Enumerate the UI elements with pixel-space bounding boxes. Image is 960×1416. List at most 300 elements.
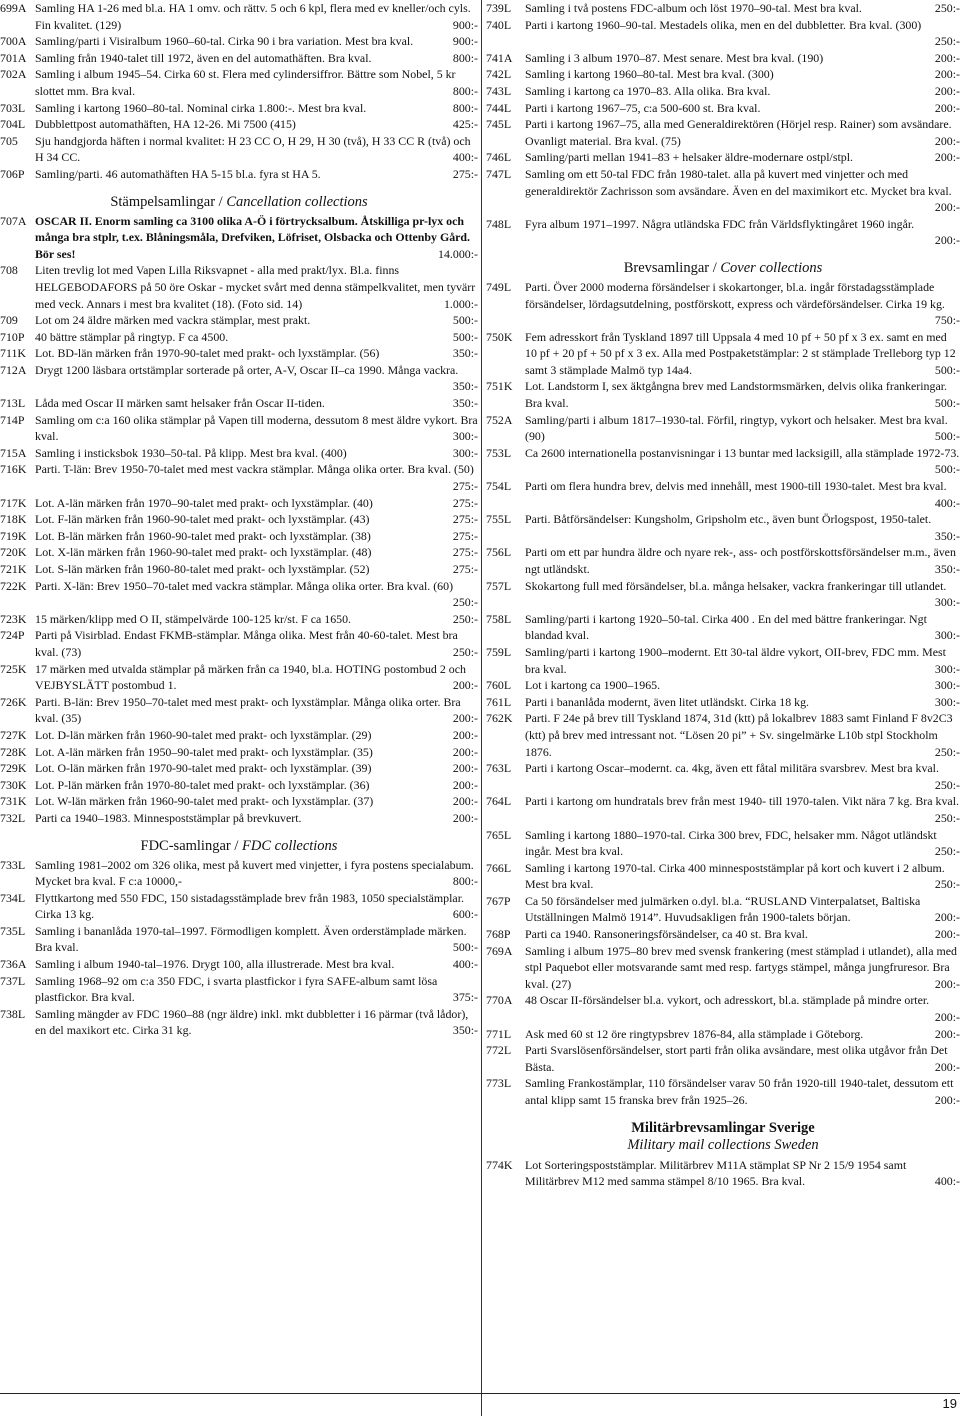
- lot-price: 200:-: [931, 1059, 960, 1076]
- lot-number: 722K: [0, 578, 27, 593]
- lot-entry[interactable]: [0, 890, 478, 923]
- lot-entry[interactable]: [486, 677, 960, 694]
- lot-number: 748L: [486, 216, 512, 231]
- lot-price: 200:-: [931, 100, 960, 117]
- lot-description: Lot. O-län märken från 1970-90-talet med prakt- och lyxstämplar. (39): [35, 761, 372, 776]
- lot-description: Samling i album 1940-tal–1976. Drygt 100, alla illustrerade. Mest bra kval.: [35, 957, 395, 972]
- lot-entry[interactable]: [0, 116, 478, 133]
- lot-price: 400:-: [931, 1173, 960, 1190]
- lot-body: [35, 810, 478, 827]
- lot-body: [35, 744, 478, 761]
- lot-description: Samling i kartong 1960–80-tal. Nominal cirka 1.800:-. Mest bra kval.: [35, 100, 367, 115]
- lot-entry[interactable]: [486, 216, 960, 249]
- lot-entry[interactable]: [0, 66, 478, 99]
- lot-price: 250:-: [931, 777, 960, 794]
- lot-price: 200:-: [931, 50, 960, 67]
- lot-number: 743L: [486, 83, 512, 98]
- lot-description: 48 Oscar II-försändelser bl.a. vykort, och adresskort, bl.a. stämplade på mindre orter.: [525, 993, 930, 1008]
- lot-entry[interactable]: [486, 166, 960, 216]
- lot-number: 729K: [0, 761, 27, 776]
- lot-body: [525, 926, 960, 943]
- lot-entry[interactable]: [486, 710, 960, 760]
- lot-body: [35, 66, 478, 99]
- lot-body: [35, 544, 478, 561]
- lot-price: 350:-: [449, 378, 478, 395]
- lot-entry[interactable]: [0, 0, 478, 33]
- lot-price: 300:-: [449, 428, 478, 445]
- lot-entry[interactable]: [0, 810, 478, 827]
- lot-price: 200:-: [931, 1092, 960, 1109]
- lot-body: [35, 561, 478, 578]
- lot-body: [525, 166, 960, 216]
- lot-price: 275:-: [449, 478, 478, 495]
- lot-price: 250:-: [931, 0, 960, 17]
- lot-body: [35, 973, 478, 1006]
- lot-entry[interactable]: [486, 611, 960, 644]
- lot-entry[interactable]: [0, 345, 478, 362]
- section-heading: [0, 838, 478, 855]
- lot-entry[interactable]: [0, 777, 478, 794]
- lot-body: [525, 478, 960, 511]
- lot-price: 500:-: [449, 939, 478, 956]
- lot-entry[interactable]: [0, 793, 478, 810]
- lot-number: 773L: [486, 1076, 512, 1091]
- lot-price: 14.000:-: [434, 246, 478, 263]
- lot-price: 375:-: [449, 989, 478, 1006]
- lot-body: [525, 710, 960, 760]
- lot-description: Ask med 60 st 12 öre ringtypsbrev 1876-84, alla stämplade i Göteborg.: [525, 1026, 864, 1041]
- lot-number: 714P: [0, 412, 25, 427]
- lot-entry[interactable]: [0, 412, 478, 445]
- page-number: 19: [942, 1396, 957, 1412]
- lot-number: 708: [0, 263, 18, 278]
- lot-description: Samling 1968–92 om c:a 350 FDC, i svarta plastfickor i fyra SAFE-album samt lösa plastfickor. Bra kval.: [35, 973, 438, 1005]
- lot-entry[interactable]: [486, 100, 960, 117]
- section-title: Brevsamlingar: [623, 259, 710, 276]
- lot-description: Skokartong full med försändelser, bl.a. många helsaker, vackra frankeringar till utlandet.: [525, 578, 947, 593]
- lot-entry[interactable]: [0, 544, 478, 561]
- lot-price: 500:-: [931, 428, 960, 445]
- lot-body: [525, 511, 960, 544]
- lot-description: Lot. B-län märken från 1960-90-talet med prakt- och lyxstämplar. (38): [35, 528, 371, 543]
- lot-entry[interactable]: [486, 83, 960, 100]
- lot-entry[interactable]: [0, 312, 478, 329]
- lot-price: 275:-: [449, 166, 478, 183]
- lot-entry[interactable]: [0, 627, 478, 660]
- lot-description: Parti ca 1940–1983. Minnespoststämplar på brevkuvert.: [35, 810, 302, 825]
- lot-entry[interactable]: [0, 611, 478, 628]
- lot-body: [35, 50, 478, 67]
- lot-price: 350:-: [449, 1022, 478, 1039]
- lot-body: [35, 345, 478, 362]
- lot-entry[interactable]: [0, 166, 478, 183]
- lot-body: [35, 395, 478, 412]
- lot-entry[interactable]: [486, 943, 960, 993]
- lot-body: [525, 677, 960, 694]
- lot-description: Lot. BD-län märken från 1970-90-talet med prakt- och lyxstämplar. (56): [35, 346, 380, 361]
- lot-entry[interactable]: [0, 760, 478, 777]
- lot-body: [35, 857, 478, 890]
- lot-number: 765L: [486, 827, 512, 842]
- lot-description: Lot. D-län märken från 1960-90-talet med prakt- och lyxstämplar. (29): [35, 727, 372, 742]
- lot-entry[interactable]: [0, 100, 478, 117]
- lot-number: 699A: [0, 1, 27, 15]
- lot-description: Ca 50 försändelser med julmärken o.dyl. bl.a. “RUSLAND Vinterpalatset, Baltiska Utställningen Malmö 1914”. Huvudsakligen från 1900-talets början.: [525, 893, 921, 925]
- lot-body: [525, 50, 960, 67]
- lot-body: [35, 528, 478, 545]
- lot-body: [525, 793, 960, 826]
- lot-description: Samling i album 1945–54. Cirka 60 st. Flera med cylindersiffror. Bättre som Nobel, 5 kr slottet mm. Bra kval.: [35, 67, 456, 98]
- lot-entry[interactable]: [0, 213, 478, 263]
- lot-entry[interactable]: [0, 329, 478, 346]
- lot-body: [525, 1042, 960, 1075]
- lot-number: 742L: [486, 67, 512, 82]
- lot-body: [35, 777, 478, 794]
- lot-price: 500:-: [931, 461, 960, 478]
- lot-price: 300:-: [449, 445, 478, 462]
- lot-description: Parti i bananlåda modernt, även litet utländskt. Cirka 18 kg.: [525, 694, 809, 709]
- lot-entry[interactable]: [486, 478, 960, 511]
- lot-price: 350:-: [931, 561, 960, 578]
- lot-number: 744L: [486, 100, 512, 115]
- lot-description: Parti i kartong 1960–90-tal. Mestadels olika, men en del dubbletter. Bra kval. (300): [525, 17, 922, 32]
- lot-number: 726K: [0, 694, 27, 709]
- lot-description: Fyra album 1971–1997. Några utländska FDC från Världsflyktingåret 1960 ingår.: [525, 216, 915, 231]
- lot-number: 753L: [486, 445, 512, 460]
- lot-description: Samling/parti mellan 1941–83 + helsaker äldre-modernare ostpl/stpl.: [525, 150, 854, 165]
- lot-price: 200:-: [931, 66, 960, 83]
- lot-entry[interactable]: [0, 694, 478, 727]
- lot-number: 740L: [486, 17, 512, 32]
- lot-entry[interactable]: [0, 133, 478, 166]
- lot-price: 200:-: [931, 976, 960, 993]
- lot-number: 717K: [0, 495, 27, 510]
- lot-entry[interactable]: [486, 1157, 960, 1190]
- lot-number: 725K: [0, 661, 27, 676]
- lot-body: [525, 860, 960, 893]
- lot-body: [35, 956, 478, 973]
- lot-entry[interactable]: [486, 66, 960, 83]
- lot-price: 200:-: [931, 83, 960, 100]
- lot-description: Parti om ett par hundra äldre och nyare rek-, ass- och postförskottsförsändelser m.m., även ngt utländskt.: [525, 545, 956, 576]
- lot-entry[interactable]: [0, 857, 478, 890]
- lot-number: 745L: [486, 117, 512, 132]
- lot-entry[interactable]: [0, 744, 478, 761]
- lot-entry[interactable]: [486, 17, 960, 50]
- lot-body: [35, 116, 478, 133]
- lot-description: Flyttkartong med 550 FDC, 150 sistadagsstämplade brev från 1983, 1050 specialstämplar. Cirka 13 kg.: [35, 890, 464, 922]
- lot-number: 704L: [0, 117, 26, 132]
- lot-entry[interactable]: [486, 893, 960, 926]
- lot-entry[interactable]: [486, 50, 960, 67]
- lot-description: Lot om 24 äldre märken med vackra stämplar, mest prakt.: [35, 313, 311, 328]
- section-separator: /: [215, 193, 227, 210]
- lot-description: Parti Svarslösenförsändelser, stort parti från olika avsändare, mest olika utgåvor från Det Bästa.: [525, 1043, 948, 1074]
- lot-description: Samling 1981–2002 om 326 olika, mest på kuvert med vinjetter, i fyra postens specialabum. Mycket bra kval. F c:a 10000,-: [35, 857, 474, 889]
- lot-description: Ca 2600 internationella postanvisningar i 13 buntar med lacksigill, alla stämplade 1972-73.: [525, 445, 960, 460]
- lot-description: Parti i kartong 1967–75, c:a 500-600 st. Bra kval.: [525, 100, 761, 115]
- lot-entry[interactable]: [0, 528, 478, 545]
- lot-price: 425:-: [449, 116, 478, 133]
- lot-description: Parti. X-län: Brev 1950–70-talet med vackra stämplar. Många olika orter. Bra kval. (60): [35, 578, 454, 593]
- lot-entry[interactable]: [486, 694, 960, 711]
- lot-number: 703L: [0, 100, 26, 115]
- lot-number: 713L: [0, 396, 26, 411]
- lot-description: Lot. A-län märken från 1950–90-talet med prakt- och lyxstämplar. (35): [35, 744, 373, 759]
- lot-price: 300:-: [931, 661, 960, 678]
- lot-body: [35, 890, 478, 923]
- lot-price: 275:-: [449, 528, 478, 545]
- lot-body: [35, 727, 478, 744]
- lot-entry[interactable]: [486, 511, 960, 544]
- section-title: Stämpelsamlingar: [110, 193, 216, 210]
- lot-body: [35, 412, 478, 445]
- lot-description: Samling i två postens FDC-album och löst 1970–90-tal. Mest bra kval.: [525, 1, 862, 15]
- lot-number: 736A: [0, 957, 27, 972]
- lot-description: Samling/parti i album 1817–1930-tal. Förfil, ringtyp, vykort och helsaker. Mest bra kval. (90): [525, 412, 948, 444]
- lot-number: 756L: [486, 545, 512, 560]
- lot-price: 200:-: [931, 909, 960, 926]
- lot-description: Samling i bananlåda 1970-tal–1997. Förmodligen komplett. Även orderstämplade märken. Bra kval.: [35, 923, 467, 955]
- lot-price: 800:-: [449, 50, 478, 67]
- lot-number: 731K: [0, 794, 27, 809]
- lot-entry[interactable]: [0, 461, 478, 494]
- lot-description: Lot. A-län märken från 1970–90-talet med prakt- och lyxstämplar. (40): [35, 495, 373, 510]
- lot-description: Samling mängder av FDC 1960–88 (ngr äldre) inkl. mkt dubbletter i 16 pärmar (två lådor), en del maxikort etc. Cirka 31 kg.: [35, 1006, 469, 1038]
- lot-body: [525, 412, 960, 445]
- lot-body: [525, 1026, 960, 1043]
- lot-entry[interactable]: [0, 511, 478, 528]
- lot-number: 709: [0, 313, 18, 328]
- lot-price: 200:-: [449, 727, 478, 744]
- lot-entry[interactable]: [0, 956, 478, 973]
- lot-number: 760L: [486, 678, 512, 693]
- lot-entry[interactable]: [0, 33, 478, 50]
- lot-description: Lot Sorteringspoststämplar. Militärbrev M11A stämplat SP Nr 2 15/9 1954 samt Militärbrev M12 med samma stämpel 8/10 1965. Bra kval.: [525, 1157, 907, 1189]
- lot-entry[interactable]: [486, 329, 960, 379]
- lot-entry[interactable]: [0, 727, 478, 744]
- lot-number: 749L: [486, 279, 512, 294]
- lot-entry[interactable]: [486, 793, 960, 826]
- lot-description: Samling i album 1975–80 brev med svensk frankering (mest stämplad i utlandet), alla med stpl Paquebot eller motsvarande samt med resp. fartygs stämpel, många jungfruresor. Bra kval. (27): [525, 943, 957, 991]
- lot-entry[interactable]: [0, 50, 478, 67]
- lot-entry[interactable]: [486, 116, 960, 149]
- lot-description: Parti om flera hundra brev, delvis med innehåll, mest 1900-till 1930-talet. Mest bra kval.: [525, 479, 947, 494]
- lot-body: [525, 445, 960, 478]
- lot-price: 500:-: [931, 362, 960, 379]
- lot-body: [35, 661, 478, 694]
- lot-price: 275:-: [449, 495, 478, 512]
- lot-entry[interactable]: [0, 445, 478, 462]
- lot-body: [35, 329, 478, 346]
- lot-number: 719K: [0, 528, 27, 543]
- lot-price: 300:-: [931, 694, 960, 711]
- lot-number: 728K: [0, 744, 27, 759]
- lot-description: 17 märken med utvalda stämplar på märken från ca 1940, bl.a. HOTING postombud 2 och VEJBYSLÄTT postombud 1.: [35, 661, 466, 693]
- lot-body: [525, 544, 960, 577]
- section-title: FDC-samlingar: [140, 837, 231, 854]
- lot-price: 200:-: [449, 777, 478, 794]
- lot-number: 766L: [486, 860, 512, 875]
- lot-body: [35, 694, 478, 727]
- lot-price: 250:-: [449, 611, 478, 628]
- lot-entry[interactable]: [486, 760, 960, 793]
- section-subtitle: Military mail collections Sweden: [627, 1136, 819, 1153]
- lot-body: [525, 378, 960, 411]
- lot-description: Låda med Oscar II märken samt helsaker från Oscar II-tiden.: [35, 396, 325, 411]
- lot-price: 500:-: [449, 312, 478, 329]
- lot-description: OSCAR II. Enorm samling ca 3100 olika A-Ö i förtrycksalbum. Åtskilliga pr-lyx och många bra stplr, t.ex. Blåningsmåla, Drefviken, Löfriset, Olsbacka och Ottenby Gård. Bör ses!: [35, 213, 471, 261]
- lot-description: Fem adresskort från Tyskland 1897 till Uppsala 4 med 10 pf + 50 pf x 3 ex. samt en med 10 pf + 20 pf + 50 pf x 3 ex. Alla med Postpaketstämplar: 2 st stämplade Trelleborg typ 12 samt 3 stämplade Malmö typ 14a4.: [525, 329, 956, 377]
- lot-body: [35, 793, 478, 810]
- lot-entry[interactable]: [486, 578, 960, 611]
- lot-price: 900:-: [449, 17, 478, 34]
- column-divider: [481, 0, 482, 1416]
- lot-entry[interactable]: [486, 378, 960, 411]
- lot-number: 747L: [486, 166, 512, 181]
- lot-entry[interactable]: [0, 495, 478, 512]
- lot-number: 750K: [486, 329, 513, 344]
- lot-number: 716K: [0, 462, 27, 477]
- lot-number: 774K: [486, 1157, 513, 1172]
- lot-entry[interactable]: [0, 395, 478, 412]
- lot-description: 15 märken/klipp med O II, stämpelvärde 100-125 kr/st. F ca 1650.: [35, 611, 352, 626]
- lot-body: [525, 216, 960, 249]
- lot-body: [525, 329, 960, 379]
- lot-description: Sju handgjorda häften i normal kvalitet: H 23 CC O, H 29, H 30 (två), H 33 CC R (två) och H 34 CC.: [35, 133, 471, 165]
- section-separator: /: [709, 259, 721, 276]
- lot-description: Parti i kartong Oscar–modernt. ca. 4kg, även ett fåtal militära svarsbrev. Mest bra kval.: [525, 761, 939, 776]
- lot-price: 300:-: [931, 677, 960, 694]
- lot-entry[interactable]: [486, 279, 960, 329]
- lot-number: 752A: [486, 412, 513, 427]
- footer-rule: [0, 1393, 960, 1394]
- lot-entry[interactable]: [0, 1006, 478, 1039]
- lot-number: 700A: [0, 34, 27, 49]
- lot-price: 300:-: [931, 627, 960, 644]
- lot-number: 767P: [486, 893, 511, 908]
- lot-entry[interactable]: [486, 1026, 960, 1043]
- lot-price: 200:-: [931, 1009, 960, 1026]
- lot-description: Drygt 1200 läsbara ortstämplar sorterade på orter, A-V, Oscar II–ca 1990. Många vackra.: [35, 362, 459, 377]
- lot-price: 250:-: [931, 843, 960, 860]
- lot-body: [525, 943, 960, 993]
- lot-body: [35, 760, 478, 777]
- lot-body: [525, 66, 960, 83]
- lot-number: 771L: [486, 1026, 512, 1041]
- lot-body: [35, 611, 478, 628]
- lot-price: 750:-: [931, 312, 960, 329]
- lot-number: 715A: [0, 445, 27, 460]
- lot-price: 600:-: [449, 906, 478, 923]
- lot-description: Lot. F-län märken från 1960-90-talet med prakt- och lyxstämplar. (43): [35, 512, 370, 527]
- lot-number: 738L: [0, 1006, 26, 1021]
- lot-description: Parti ca 1940. Ransoneringsförsändelser, ca 40 st. Bra kval.: [525, 927, 808, 942]
- lot-entry[interactable]: [0, 923, 478, 956]
- lot-body: [35, 578, 478, 611]
- lot-price: 200:-: [449, 710, 478, 727]
- lot-body: [525, 1075, 960, 1108]
- lot-price: 200:-: [931, 232, 960, 249]
- lot-body: [525, 1157, 960, 1190]
- lot-number: 734L: [0, 890, 26, 905]
- section-heading: [486, 1120, 960, 1154]
- lot-description: Lot i kartong ca 1900–1965.: [525, 678, 661, 693]
- lot-entry[interactable]: [486, 992, 960, 1025]
- lot-body: [525, 694, 960, 711]
- lot-price: 200:-: [931, 199, 960, 216]
- lot-price: 200:-: [931, 133, 960, 150]
- lot-entry[interactable]: [486, 827, 960, 860]
- lot-entry[interactable]: [486, 926, 960, 943]
- lot-number: 772L: [486, 1043, 512, 1058]
- lot-price: 400:-: [449, 956, 478, 973]
- lot-entry[interactable]: [486, 412, 960, 445]
- lot-body: [525, 83, 960, 100]
- lot-body: [35, 0, 478, 33]
- lot-entry[interactable]: [486, 544, 960, 577]
- lot-entry[interactable]: [486, 1075, 960, 1108]
- lot-price: 200:-: [449, 744, 478, 761]
- lot-body: [525, 893, 960, 926]
- lot-number: 705: [0, 133, 18, 148]
- lot-number: 721K: [0, 562, 27, 576]
- lot-description: Lot. X-län märken från 1960-90-talet med prakt- och lyxstämplar. (48): [35, 545, 372, 560]
- lot-entry[interactable]: [486, 644, 960, 677]
- lot-price: 350:-: [449, 395, 478, 412]
- lot-entry[interactable]: [0, 362, 478, 395]
- lot-number: 733L: [0, 857, 26, 872]
- lot-entry[interactable]: [0, 561, 478, 578]
- lot-description: Parti i kartong 1967–75, alla med Generaldirektören (Hörjel resp. Rainer) som avsändare. Ovanligt material. Bra kval. (75): [525, 117, 952, 148]
- lot-description: Parti på Visirblad. Endast FKMB-stämplar. Många olika. Mest från 40-60-talet. Mest bra kval. (73): [35, 628, 458, 659]
- lot-number: 710P: [0, 329, 25, 344]
- lot-body: [525, 644, 960, 677]
- lot-number: 741A: [486, 50, 513, 65]
- lot-entry[interactable]: [486, 149, 960, 166]
- lot-entry[interactable]: [486, 0, 960, 17]
- lot-number: 758L: [486, 611, 512, 626]
- lot-description: Samling Frankostämplar, 110 försändelser varav 50 från 1920-till 1940-talet, dessutom ett antal klipp samt 15 franska brev från 1925–26.: [525, 1076, 954, 1107]
- lot-price: 200:-: [931, 926, 960, 943]
- lot-entry[interactable]: [486, 1042, 960, 1075]
- lot-price: 200:-: [449, 760, 478, 777]
- lot-entry[interactable]: [0, 578, 478, 611]
- lot-entry[interactable]: [486, 445, 960, 478]
- lot-body: [525, 992, 960, 1025]
- section-title: Militärbrevsamlingar Sverige: [631, 1119, 815, 1136]
- lot-description: Samling om c:a 160 olika stämplar på Vapen till moderna, dessutom 8 mest äldre vykort. Bra kval.: [35, 412, 478, 444]
- right-column: [486, 0, 960, 1190]
- section-heading: [0, 194, 478, 211]
- lot-description: Lot. P-län märken från 1970-80-talet med prakt- och lyxstämplar. (36): [35, 777, 370, 792]
- lot-price: 275:-: [449, 544, 478, 561]
- lot-body: [35, 213, 478, 263]
- lot-number: 763L: [486, 761, 512, 776]
- lot-entry[interactable]: [0, 661, 478, 694]
- lot-description: Samling i 3 album 1970–87. Mest senare. Mest bra kval. (190): [525, 50, 824, 65]
- lot-entry[interactable]: [0, 262, 478, 312]
- lot-description: 40 bättre stämplar på ringtyp. F ca 4500.: [35, 329, 229, 344]
- lot-description: Samling om ett 50-tal FDC från 1980-talet. alla på kuvert med vinjetter och med generaldirektör Zachrisson som avsändare. Även en del maximikort etc. Mycket bra kval.: [525, 166, 952, 198]
- lot-body: [525, 17, 960, 50]
- lot-entry[interactable]: [0, 973, 478, 1006]
- lot-price: 200:-: [449, 793, 478, 810]
- lot-entry[interactable]: [486, 860, 960, 893]
- lot-number: 746L: [486, 150, 512, 165]
- lot-description: Samling i kartong 1970-tal. Cirka 400 minnespoststämplar på kort och kuvert i 2 album. Mest bra kval.: [525, 860, 945, 892]
- lot-price: 250:-: [931, 744, 960, 761]
